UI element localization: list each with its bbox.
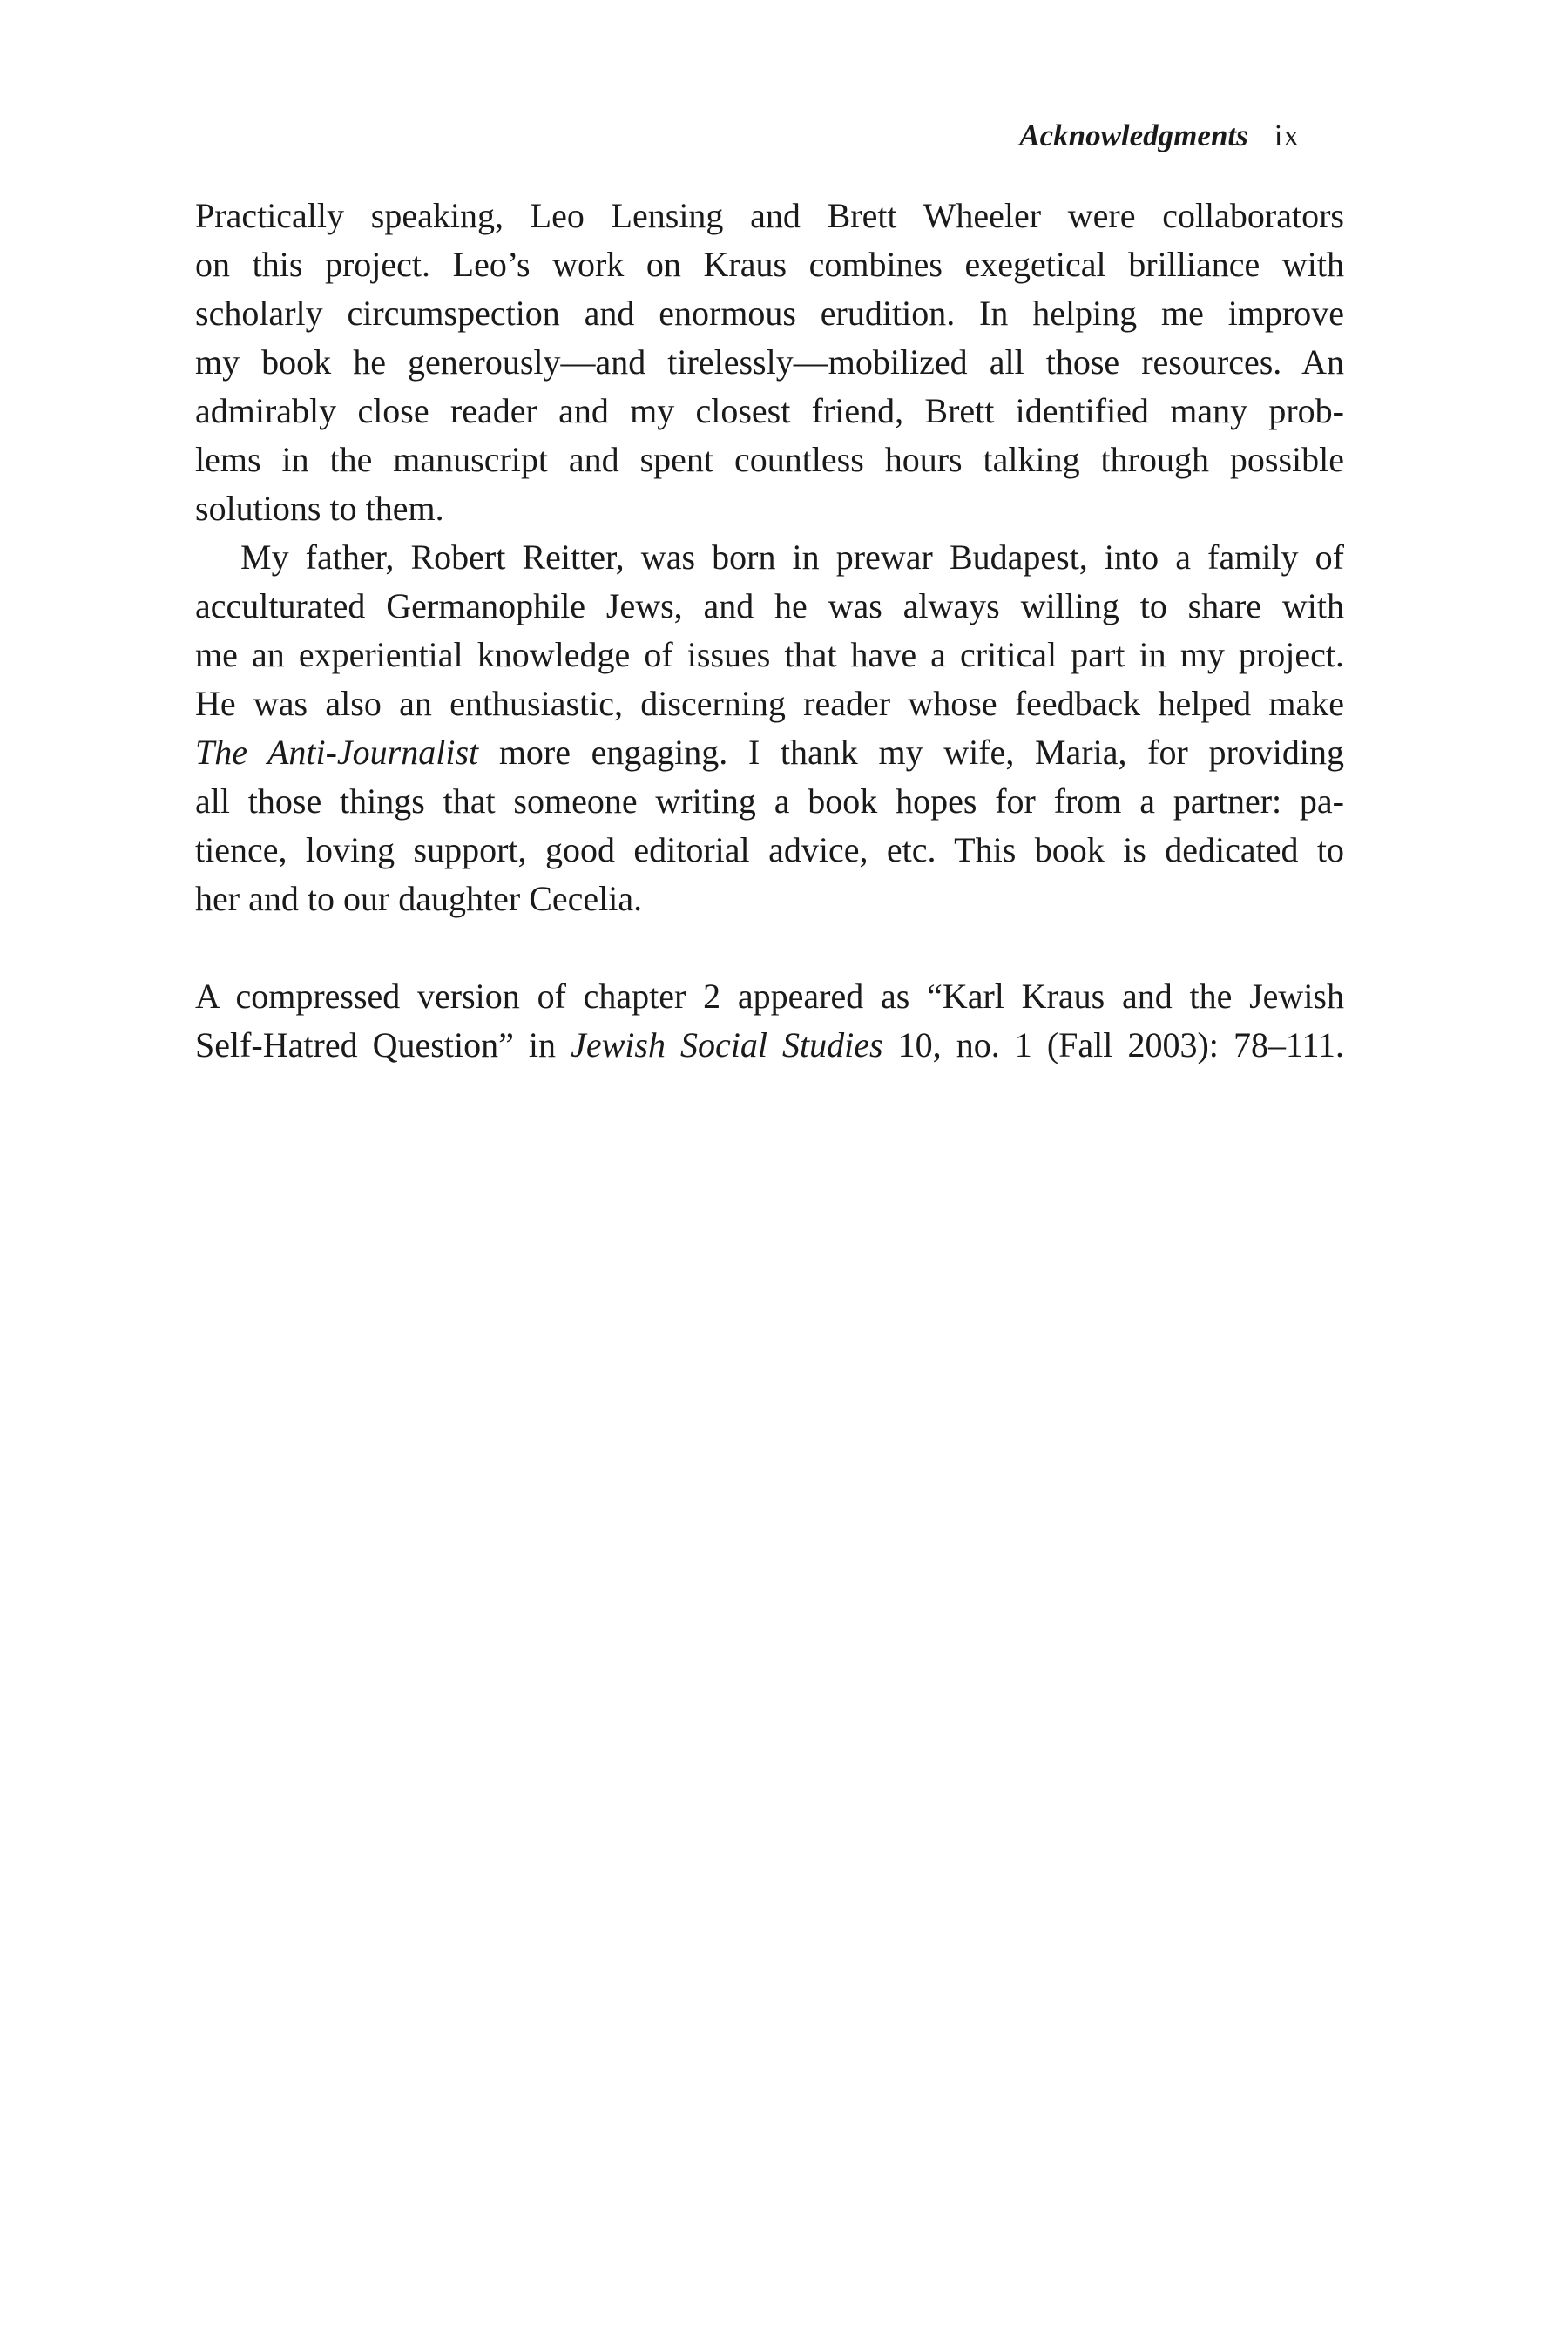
text-line: lems in the manuscript and spent countless hours talking through possible bbox=[195, 440, 1344, 479]
paragraph-publication-note bbox=[195, 972, 1344, 1070]
text-line bbox=[195, 1021, 1344, 1070]
paragraph-spacer bbox=[195, 923, 1344, 972]
text-run: Self-Hatred Question” in bbox=[195, 1025, 571, 1064]
page-number: ix bbox=[1274, 118, 1300, 152]
running-head-section-title: Acknowledgments bbox=[1019, 118, 1248, 152]
text-line: me an experiential knowledge of issues that have a critical part in my project. bbox=[195, 635, 1344, 674]
running-head bbox=[1019, 115, 1300, 157]
text-line: He was also an enthusiastic, discerning reader whose feedback helped make bbox=[195, 684, 1344, 723]
journal-title: Jewish Social Studies bbox=[571, 1025, 883, 1064]
text-line: all those things that someone writing a book hopes for from a partner: pa- bbox=[195, 781, 1344, 821]
book-title: The Anti-Journalist bbox=[195, 733, 479, 772]
text-run: 10, no. 1 (Fall 2003): 78–111. bbox=[882, 1025, 1344, 1064]
text-run: more engaging. I thank my wife, Maria, for providing bbox=[478, 733, 1344, 772]
text-line: My father, Robert Reitter, was born in prewar Budapest, into a family of bbox=[240, 537, 1344, 577]
paragraph-family bbox=[195, 533, 1344, 923]
body-text bbox=[195, 192, 1344, 1070]
text-line bbox=[195, 728, 1344, 777]
paragraph-collaborators bbox=[195, 192, 1344, 533]
text-line: admirably close reader and my closest friend, Brett identified many prob- bbox=[195, 391, 1344, 430]
text-line: tience, loving support, good editorial advice, etc. This book is dedicated to bbox=[195, 830, 1344, 869]
text-line: A compressed version of chapter 2 appeared as “Karl Kraus and the Jewish bbox=[195, 977, 1344, 1016]
text-line: her and to our daughter Cecelia. bbox=[195, 879, 643, 918]
text-line: solutions to them. bbox=[195, 489, 444, 528]
text-line: scholarly circumspection and enormous erudition. In helping me improve bbox=[195, 294, 1344, 333]
text-line: Practically speaking, Leo Lensing and Brett Wheeler were collaborators bbox=[195, 196, 1344, 235]
text-line: my book he generously—and tirelessly—mobilized all those resources. An bbox=[195, 342, 1344, 382]
text-line: on this project. Leo’s work on Kraus combines exegetical brilliance with bbox=[195, 245, 1344, 284]
text-line: acculturated Germanophile Jews, and he was always willing to share with bbox=[195, 586, 1344, 625]
